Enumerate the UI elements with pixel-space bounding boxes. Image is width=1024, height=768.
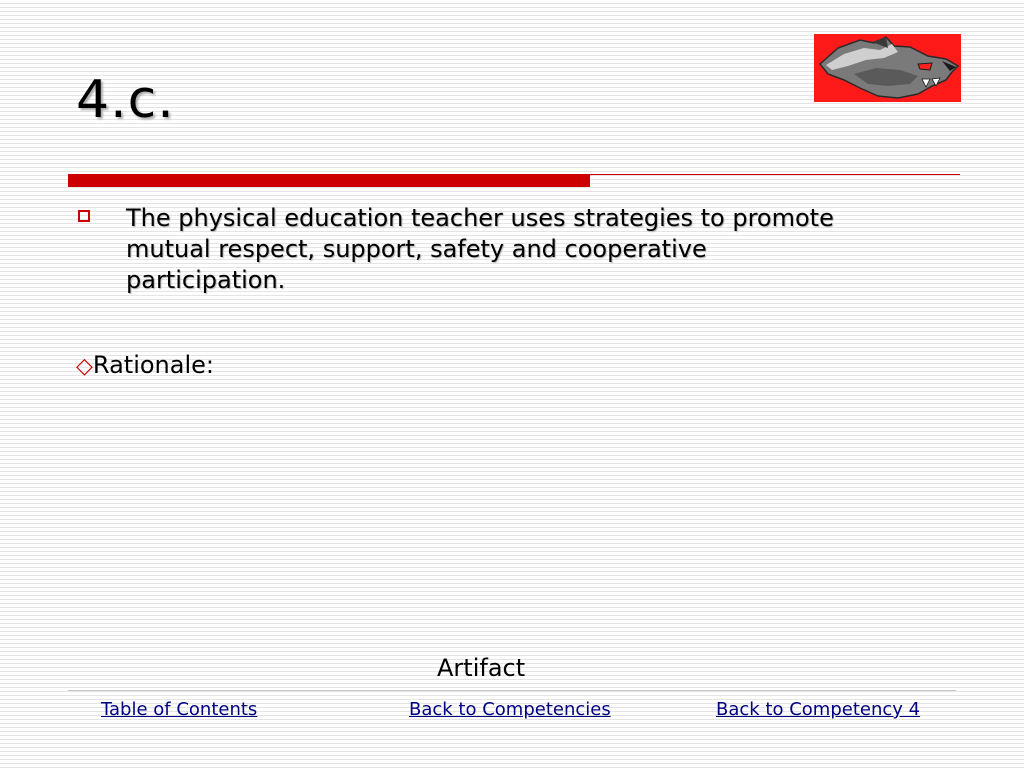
slide-title: 4.c.: [76, 70, 175, 130]
rationale-label: Rationale:: [92, 351, 214, 379]
main-bullet: [76, 203, 856, 296]
rationale-bullet: [76, 350, 214, 382]
wolf-head-logo-icon: [814, 34, 961, 102]
diamond-bullet-icon: ◇: [76, 354, 93, 379]
hollow-square-bullet-icon: [78, 210, 90, 222]
footer-divider: [68, 690, 956, 691]
back-to-competency-4-link[interactable]: Back to Competency 4: [716, 699, 921, 720]
table-of-contents-link[interactable]: Table of Contents: [101, 699, 258, 720]
title-divider-thick: [68, 175, 590, 187]
back-to-competencies-link[interactable]: Back to Competencies: [409, 699, 611, 720]
artifact-label: Artifact: [437, 654, 526, 682]
main-bullet-text: The physical education teacher uses strategies to promote mutual respect, support, safety and cooperative participation.: [126, 204, 834, 294]
